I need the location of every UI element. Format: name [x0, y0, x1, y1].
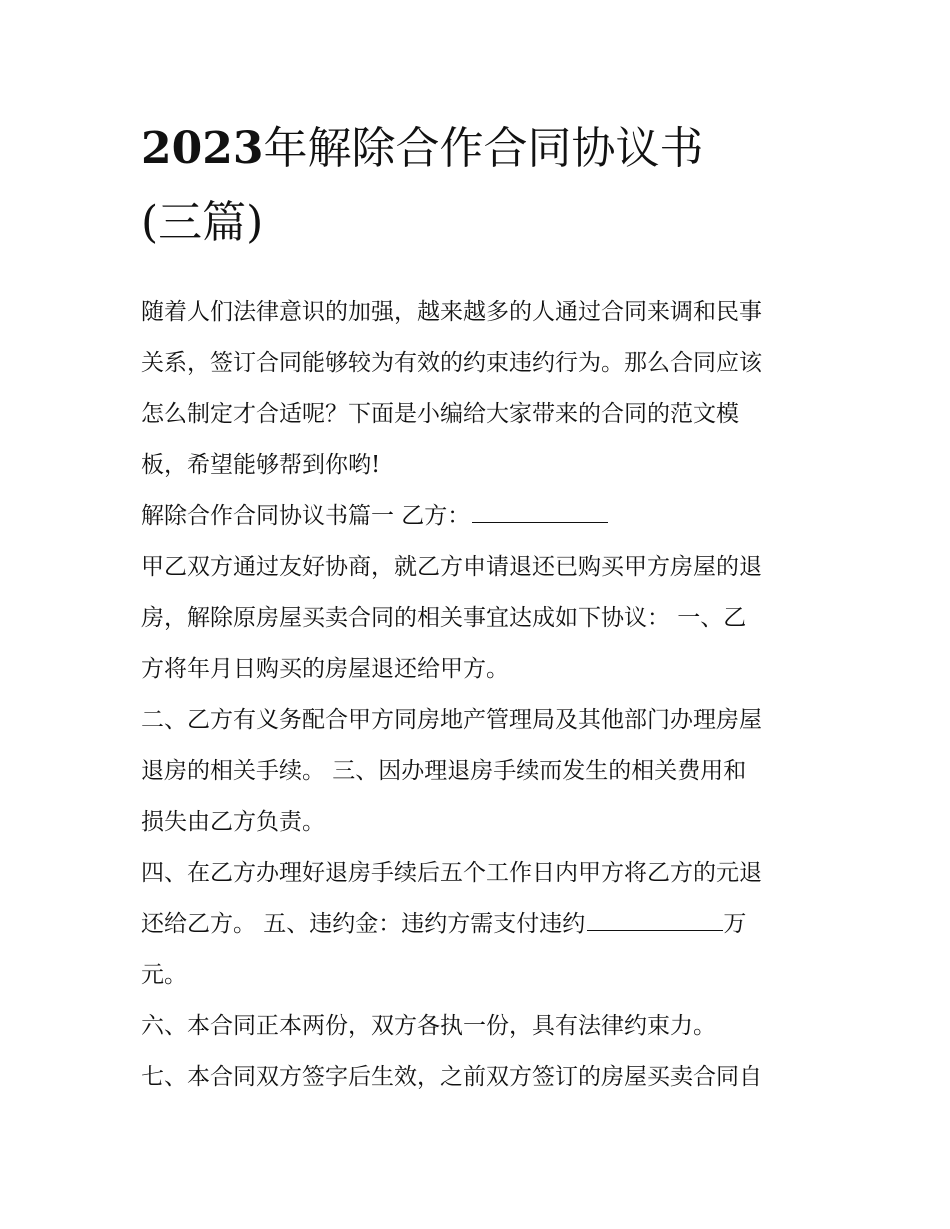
intro-line: 怎么制定才合适呢？下面是小编给大家带来的合同的范文模 — [141, 401, 739, 427]
clause-6-paragraph — [141, 1001, 813, 1052]
penalty-amount-blank — [587, 907, 723, 931]
clause-line: 损失由乙方负责。 — [141, 809, 325, 835]
clause-intro-paragraph — [141, 542, 813, 695]
clause-line: 七、本合同双方签字后生效，之前双方签订的房屋买卖合同自 — [141, 1064, 762, 1090]
intro-line: 关系，签订合同能够较为有效的约束违约行为。那么合同应该 — [141, 350, 762, 376]
document-title — [141, 112, 813, 260]
intro-paragraph — [141, 287, 813, 491]
clause-line: 甲乙双方通过友好协商，就乙方申请退还已购买甲方房屋的退 — [141, 554, 762, 580]
title-subtitle: (三篇) — [141, 197, 264, 248]
clause-line: 元。 — [141, 962, 187, 988]
clause-2-paragraph — [141, 695, 813, 848]
clause-line: 退房的相关手续。 三、因办理退房手续而发生的相关费用和 — [141, 758, 747, 784]
clause-line: 二、乙方有义务配合甲方同房地产管理局及其他部门办理房屋 — [141, 707, 762, 733]
section-heading — [141, 491, 813, 542]
clause-line: 方将年月日购买的房屋退还给甲方。 — [141, 656, 509, 682]
intro-line: 随着人们法律意识的加强，越来越多的人通过合同来调和民事 — [141, 299, 762, 325]
document-page — [141, 112, 813, 1103]
clause-4-paragraph — [141, 848, 813, 1001]
clause-7-paragraph — [141, 1052, 813, 1103]
clause-line: 还给乙方。 五、违约金：违约方需支付违约 — [141, 911, 586, 937]
title-text: 年解除合作合同协议书 — [263, 123, 704, 174]
penalty-unit: 万 — [723, 911, 747, 937]
intro-line: 板，希望能够帮到你哟! — [141, 452, 381, 478]
document-body — [141, 287, 813, 1103]
section-heading-text: 解除合作合同协议书篇一 乙方： — [141, 503, 471, 529]
title-year: 2023 — [141, 123, 264, 174]
party-b-blank — [472, 499, 608, 523]
clause-line: 六、本合同正本两份，双方各执一份，具有法律约束力。 — [141, 1013, 716, 1039]
clause-line: 四、在乙方办理好退房手续后五个工作日内甲方将乙方的元退 — [141, 860, 762, 886]
clause-line: 房，解除原房屋买卖合同的相关事宜达成如下协议： 一、乙 — [141, 605, 747, 631]
